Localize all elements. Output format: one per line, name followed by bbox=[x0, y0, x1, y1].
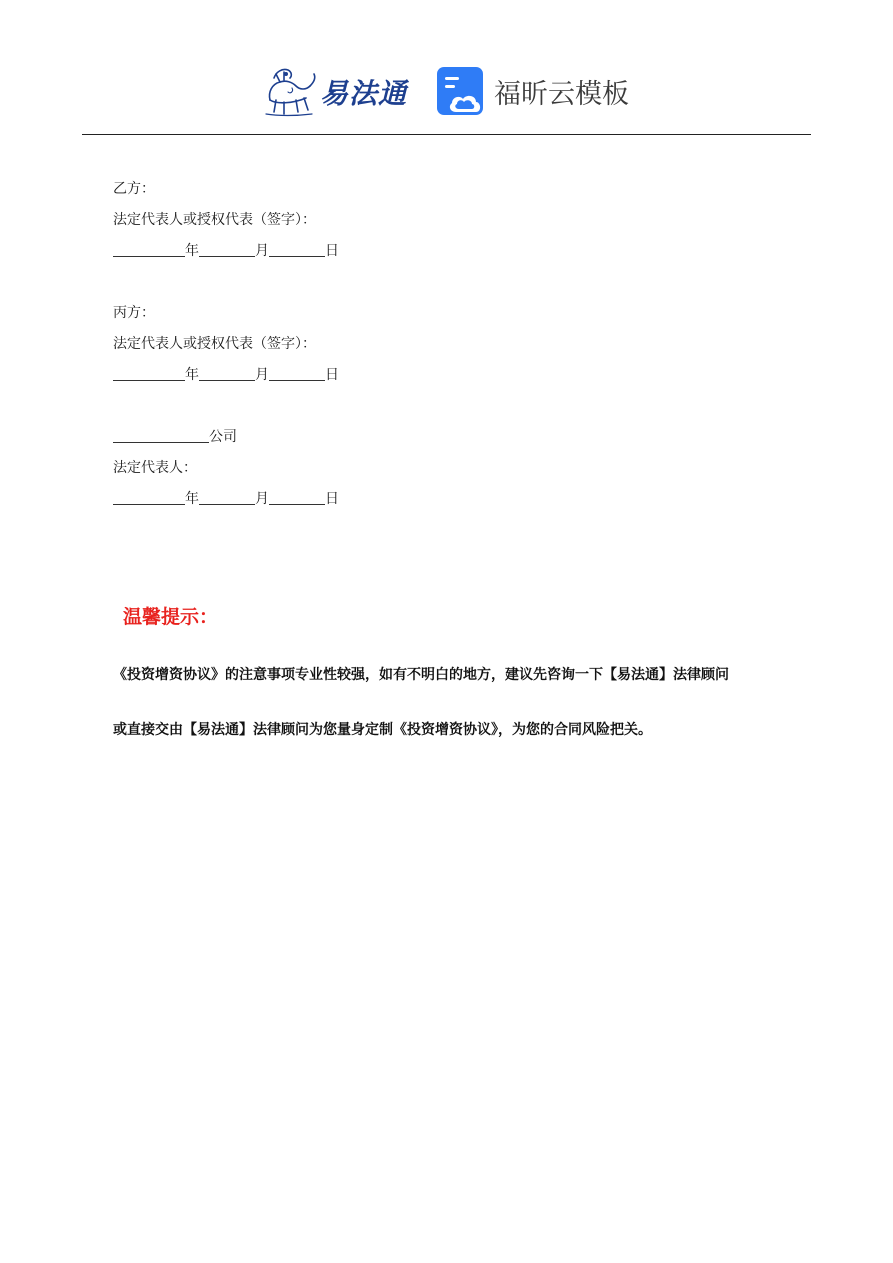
tip-line-1: 《投资增资协议》的注意事项专业性较强，如有不明白的地方，建议先咨询一下【易法通】法律顾问 bbox=[113, 667, 729, 683]
month-blank bbox=[199, 489, 255, 505]
party-b-signer-label: 法定代表人或授权代表（签字）： bbox=[113, 212, 316, 228]
month-blank bbox=[199, 365, 255, 381]
tip-title: 温馨提示： bbox=[123, 606, 219, 628]
party-c-label: 丙方： bbox=[113, 305, 155, 321]
party-c-date-line bbox=[113, 360, 813, 391]
qilin-icon bbox=[262, 60, 322, 120]
page-header bbox=[0, 0, 893, 136]
fuxin-logo bbox=[436, 66, 636, 118]
day-blank bbox=[269, 241, 325, 257]
month-unit: 月 bbox=[255, 491, 269, 507]
signature-section bbox=[113, 174, 813, 546]
year-unit: 年 bbox=[185, 243, 199, 259]
document-cloud-icon bbox=[436, 66, 488, 118]
company-signer-label: 法定代表人： bbox=[113, 460, 197, 476]
company-block bbox=[113, 422, 813, 515]
month-unit: 月 bbox=[255, 243, 269, 259]
year-unit: 年 bbox=[185, 367, 199, 383]
company-name-blank bbox=[113, 427, 209, 443]
company-date-line bbox=[113, 484, 813, 515]
day-unit: 日 bbox=[325, 367, 339, 383]
year-blank bbox=[113, 489, 185, 505]
party-b-label: 乙方： bbox=[113, 181, 155, 197]
year-unit: 年 bbox=[185, 491, 199, 507]
header-divider bbox=[82, 134, 811, 135]
day-unit: 日 bbox=[325, 491, 339, 507]
party-c-block bbox=[113, 298, 813, 391]
company-label: 公司 bbox=[209, 429, 237, 445]
fuxin-logo-text: 福昕云模板 bbox=[494, 79, 629, 110]
day-blank bbox=[269, 365, 325, 381]
yifatong-logo bbox=[262, 60, 422, 120]
month-blank bbox=[199, 241, 255, 257]
company-name-line bbox=[113, 422, 813, 453]
party-b-date-line bbox=[113, 236, 813, 267]
party-b-block bbox=[113, 174, 813, 267]
day-blank bbox=[269, 489, 325, 505]
year-blank bbox=[113, 241, 185, 257]
yifatong-logo-text: 易法通 bbox=[320, 77, 408, 110]
day-unit: 日 bbox=[325, 243, 339, 259]
tip-line-2: 或直接交由【易法通】法律顾问为您量身定制《投资增资协议》，为您的合同风险把关。 bbox=[113, 722, 652, 738]
party-c-signer-label: 法定代表人或授权代表（签字）： bbox=[113, 336, 316, 352]
year-blank bbox=[113, 365, 185, 381]
month-unit: 月 bbox=[255, 367, 269, 383]
